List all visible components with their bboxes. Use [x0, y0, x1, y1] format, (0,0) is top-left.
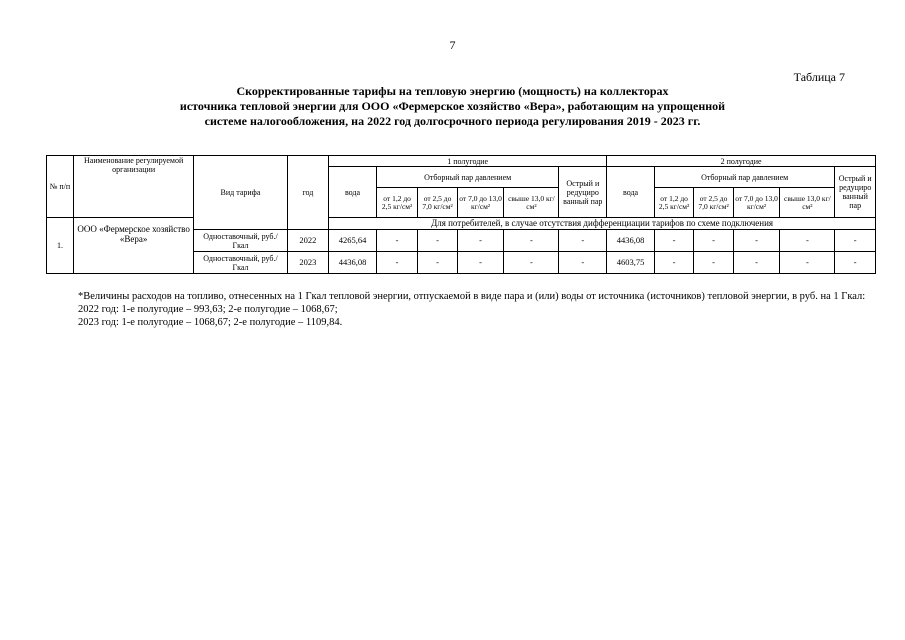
footnote-2022: 2022 год: 1-е полугодие – 993,63; 2-е полугодие – 1068,67;	[78, 304, 338, 315]
h2-sharp-value: -	[835, 230, 876, 252]
year: 2022	[287, 230, 328, 252]
header-half1-p3: от 7,0 до 13,0 кг/см²	[457, 188, 504, 218]
title-line-2: источника тепловой энергии для ООО «Фермерское хозяйство «Вера», работающим на упрощенной	[179, 99, 726, 113]
header-half2-p3: от 7,0 до 13,0 кг/см²	[733, 188, 780, 218]
header-half1-p2: от 2,5 до 7,0 кг/см²	[418, 188, 457, 218]
header-half2-sharp: Острый и редуциро ванный пар	[835, 167, 876, 218]
h1-p1-value: -	[376, 230, 417, 252]
title-line-3: системе налогообложения, на 2022 год долгосрочного периода регулирования 2019 - 2023 гг.	[204, 114, 701, 128]
header-half1-sharp: Острый и редуциро ванный пар	[559, 167, 607, 218]
footnote-main: *Величины расходов на топливо, отнесенных на 1 Гкал тепловой энергии, отпускаемой в виде пара и (или) воды от источника (источников) тепловой энергии, в руб. на 1 Гкал:	[78, 291, 866, 302]
header-half2-water: вода	[607, 167, 655, 218]
header-org: Наименование регулируемой организации	[73, 156, 193, 218]
title-line-1: Скорректированные тарифы на тепловую энергию (мощность) на коллекторах	[236, 84, 669, 98]
h2-p4-value: -	[780, 252, 835, 274]
header-num: № п/п	[47, 156, 74, 218]
page-number: 7	[449, 38, 456, 52]
header-half1-p1: от 1,2 до 2,5 кг/см²	[376, 188, 417, 218]
header-half1-p4: свыше 13,0 кг/см²	[504, 188, 559, 218]
h1-p4-value: -	[504, 252, 559, 274]
year: 2023	[287, 252, 328, 274]
h2-p1-value: -	[654, 230, 693, 252]
row-num: 1.	[47, 218, 74, 274]
header-half1-water: вода	[329, 167, 377, 218]
footnote-2023: 2023 год: 1-е полугодие – 1068,67; 2-е полугодие – 1109,84.	[78, 317, 343, 328]
h1-p2-value: -	[418, 230, 457, 252]
h1-p4-value: -	[504, 230, 559, 252]
h1-p3-value: -	[457, 230, 504, 252]
header-tariff-type: Вид тарифа	[194, 156, 287, 230]
org-name: ООО «Фермерское хозяйство «Вера»	[73, 218, 193, 274]
h1-p2-value: -	[418, 252, 457, 274]
h2-sharp-value: -	[835, 252, 876, 274]
header-half1: 1 полугодие	[329, 156, 607, 167]
h1-p1-value: -	[376, 252, 417, 274]
tariff-type: Одноставочный, руб./Гкал	[194, 230, 287, 252]
h1-sharp-value: -	[559, 230, 607, 252]
h2-p2-value: -	[694, 230, 733, 252]
header-half2-p2: от 2,5 до 7,0 кг/см²	[694, 188, 733, 218]
header-half2-p1: от 1,2 до 2,5 кг/см²	[654, 188, 693, 218]
footnotes	[48, 290, 876, 329]
h1-sharp-value: -	[559, 252, 607, 274]
header-year: год	[287, 156, 328, 230]
header-half2-p4: свыше 13,0 кг/см²	[780, 188, 835, 218]
h2-water-value: 4603,75	[607, 252, 655, 274]
header-half2: 2 полугодие	[607, 156, 876, 167]
tariff-table	[46, 155, 876, 274]
h1-water-value: 4436,08	[329, 252, 377, 274]
h2-p4-value: -	[780, 230, 835, 252]
header-half2-steam: Отборный пар давлением	[654, 167, 834, 188]
table-label: Таблица 7	[793, 70, 845, 84]
tariff-type: Одноставочный, руб./Гкал	[194, 252, 287, 274]
h2-p1-value: -	[654, 252, 693, 274]
h1-p3-value: -	[457, 252, 504, 274]
header-half1-steam: Отборный пар давлением	[376, 167, 559, 188]
h2-water-value: 4436,08	[607, 230, 655, 252]
h2-p3-value: -	[733, 252, 780, 274]
document-title	[80, 84, 825, 129]
h2-p3-value: -	[733, 230, 780, 252]
section-note: Для потребителей, в случае отсутствия дифференциации тарифов по схеме подключения	[329, 218, 876, 230]
h2-p2-value: -	[694, 252, 733, 274]
h1-water-value: 4265,64	[329, 230, 377, 252]
